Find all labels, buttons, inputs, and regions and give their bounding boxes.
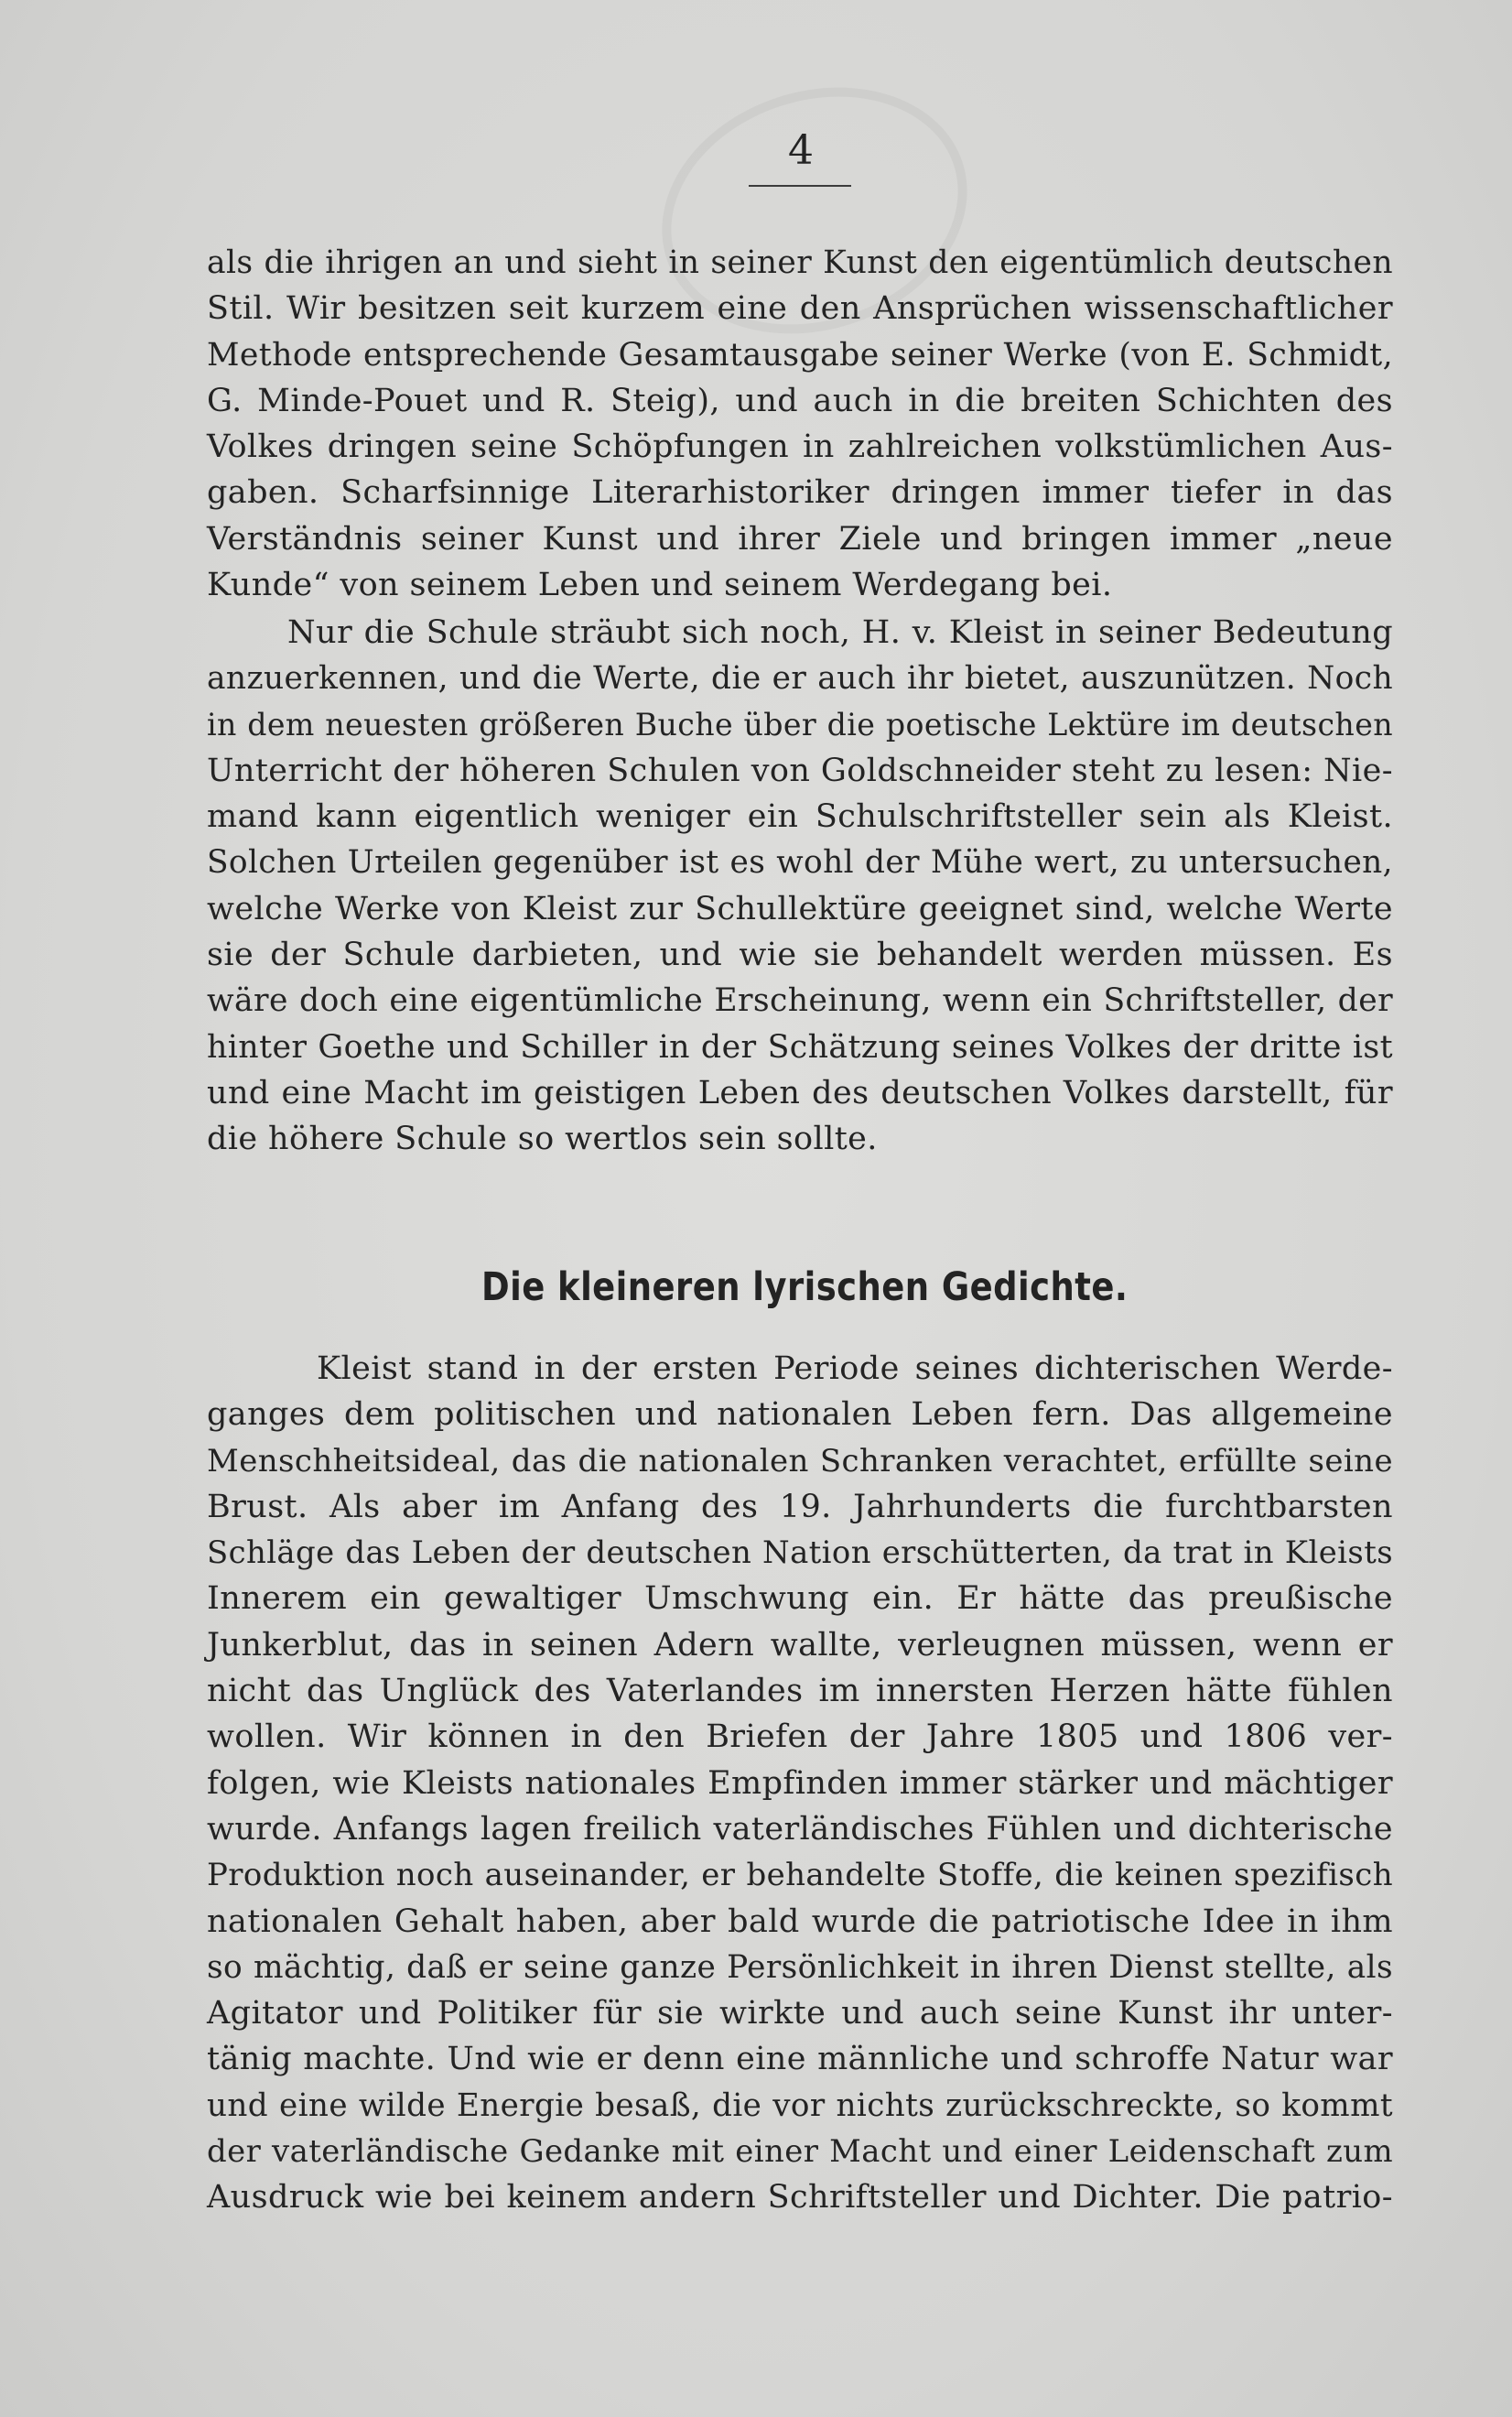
text-line: Methode entsprechende Gesamtausgabe seiner Werke (von E. Schmidt, [207, 336, 1393, 374]
text-line: Nur die Schule sträubt sich noch, H. v. Kleist in seiner Bedeutung [287, 614, 1393, 651]
text-line: welche Werke von Kleist zur Schullektüre geeignet sind, welche Werte [207, 890, 1393, 927]
text-line: Junkerblut, das in seinen Adern wallte, verleugnen müssen, wenn er [207, 1626, 1393, 1664]
text-line: wollen. Wir können in den Briefen der Jahre 1805 und 1806 ver- [207, 1718, 1393, 1756]
page-number: 4 [788, 127, 814, 174]
text-line: Solchen Urteilen gegenüber ist es wohl der Mühe wert, zu untersuchen, [207, 844, 1393, 882]
text-line: tänig machte. Und wie er denn eine männliche und schroffe Natur war [207, 2041, 1393, 2078]
section-heading: Die kleineren lyrischen Gedichte. [481, 1264, 1129, 1310]
text-line: in dem neuesten größeren Buche über die poetische Lektüre im deutschen [207, 706, 1393, 742]
text-line: Unterricht der höheren Schulen von Goldschneider steht zu lesen: Nie- [207, 752, 1393, 789]
text-line: Produktion noch auseinander, er behandelte Stoffe, die keinen spezifisch [207, 1857, 1393, 1894]
text-line: Kleist stand in der ersten Periode seines dichterischen Werde- [317, 1350, 1393, 1387]
page-number-rule [749, 185, 851, 187]
text-line: ganges dem politischen und nationalen Leben fern. Das allgemeine [207, 1396, 1393, 1434]
text-line: Ausdruck wie bei keinem andern Schriftsteller und Dichter. Die patrio- [207, 2179, 1393, 2216]
text-line: wäre doch eine eigentümliche Erscheinung, wenn ein Schriftsteller, der [207, 982, 1393, 1020]
text-line: wurde. Anfangs lagen freilich vaterländisches Fühlen und dichterische [207, 1810, 1393, 1848]
text-line: Agitator und Politiker für sie wirkte und auch seine Kunst ihr unter- [207, 1995, 1393, 2032]
text-line: der vaterländische Gedanke mit einer Macht und einer Leidenschaft zum [207, 2133, 1393, 2170]
text-line: Menschheitsideal, das die nationalen Schranken verachtet, erfüllte seine [207, 1442, 1393, 1479]
text-line: Schläge das Leben der deutschen Nation erschütterten, da trat in Kleists [207, 1534, 1393, 1571]
text-line: und eine wilde Energie besaß, die vor nichts zurückschreckte, so kommt [207, 2086, 1393, 2124]
text-line: die höhere Schule so wertlos sein sollte. [207, 1121, 878, 1158]
text-line: G. Minde-Pouet und R. Steig), und auch in die breiten Schichten des [207, 382, 1393, 419]
text-line: gaben. Scharfsinnige Literarhistoriker dringen immer tiefer in das [207, 474, 1393, 512]
text-line: sie der Schule darbieten, und wie sie behandelt werden müssen. Es [207, 937, 1393, 974]
text-line: Innerem ein gewaltiger Umschwung ein. Er hätte das preußische [207, 1580, 1393, 1618]
text-line: nicht das Unglück des Vaterlandes im innersten Herzen hätte fühlen [207, 1673, 1393, 1710]
paragraph-2 [207, 610, 1393, 1163]
text-line: hinter Goethe und Schiller in der Schätzung seines Volkes der dritte ist [207, 1028, 1393, 1066]
text-line: Volkes dringen seine Schöpfungen in zahlreichen volkstümlichen Aus- [207, 428, 1393, 466]
paragraph-1 [207, 240, 1393, 608]
text-line: so mächtig, daß er seine ganze Persönlichkeit in ihren Dienst stellte, als [207, 1948, 1393, 1986]
text-line: anzuerkennen, und die Werte, die er auch ihr bietet, auszunützen. Noch [207, 660, 1393, 698]
text-line: als die ihrigen an und sieht in seiner Kunst den eigentümlich deutschen [207, 244, 1393, 281]
text-line: Kunde“ von seinem Leben und seinem Werdegang bei. [207, 567, 1113, 604]
text-line: mand kann eigentlich weniger ein Schulschriftsteller sein als Kleist. [207, 798, 1393, 836]
text-line: Stil. Wir besitzen seit kurzem eine den Ansprüchen wissenschaftlicher [207, 290, 1393, 328]
paragraph-3 [207, 1346, 1393, 2221]
text-line: Brust. Als aber im Anfang des 19. Jahrhunderts die furchtbarsten [207, 1488, 1393, 1525]
text-line: und eine Macht im geistigen Leben des deutschen Volkes darstellt, für [207, 1074, 1393, 1111]
text-line: nationalen Gehalt haben, aber bald wurde die patriotische Idee in ihm [207, 1902, 1393, 1940]
text-line: Verständnis seiner Kunst und ihrer Ziele und bringen immer „neue [207, 520, 1393, 558]
text-line: folgen, wie Kleists nationales Empfinden immer stärker und mächtiger [207, 1764, 1393, 1802]
